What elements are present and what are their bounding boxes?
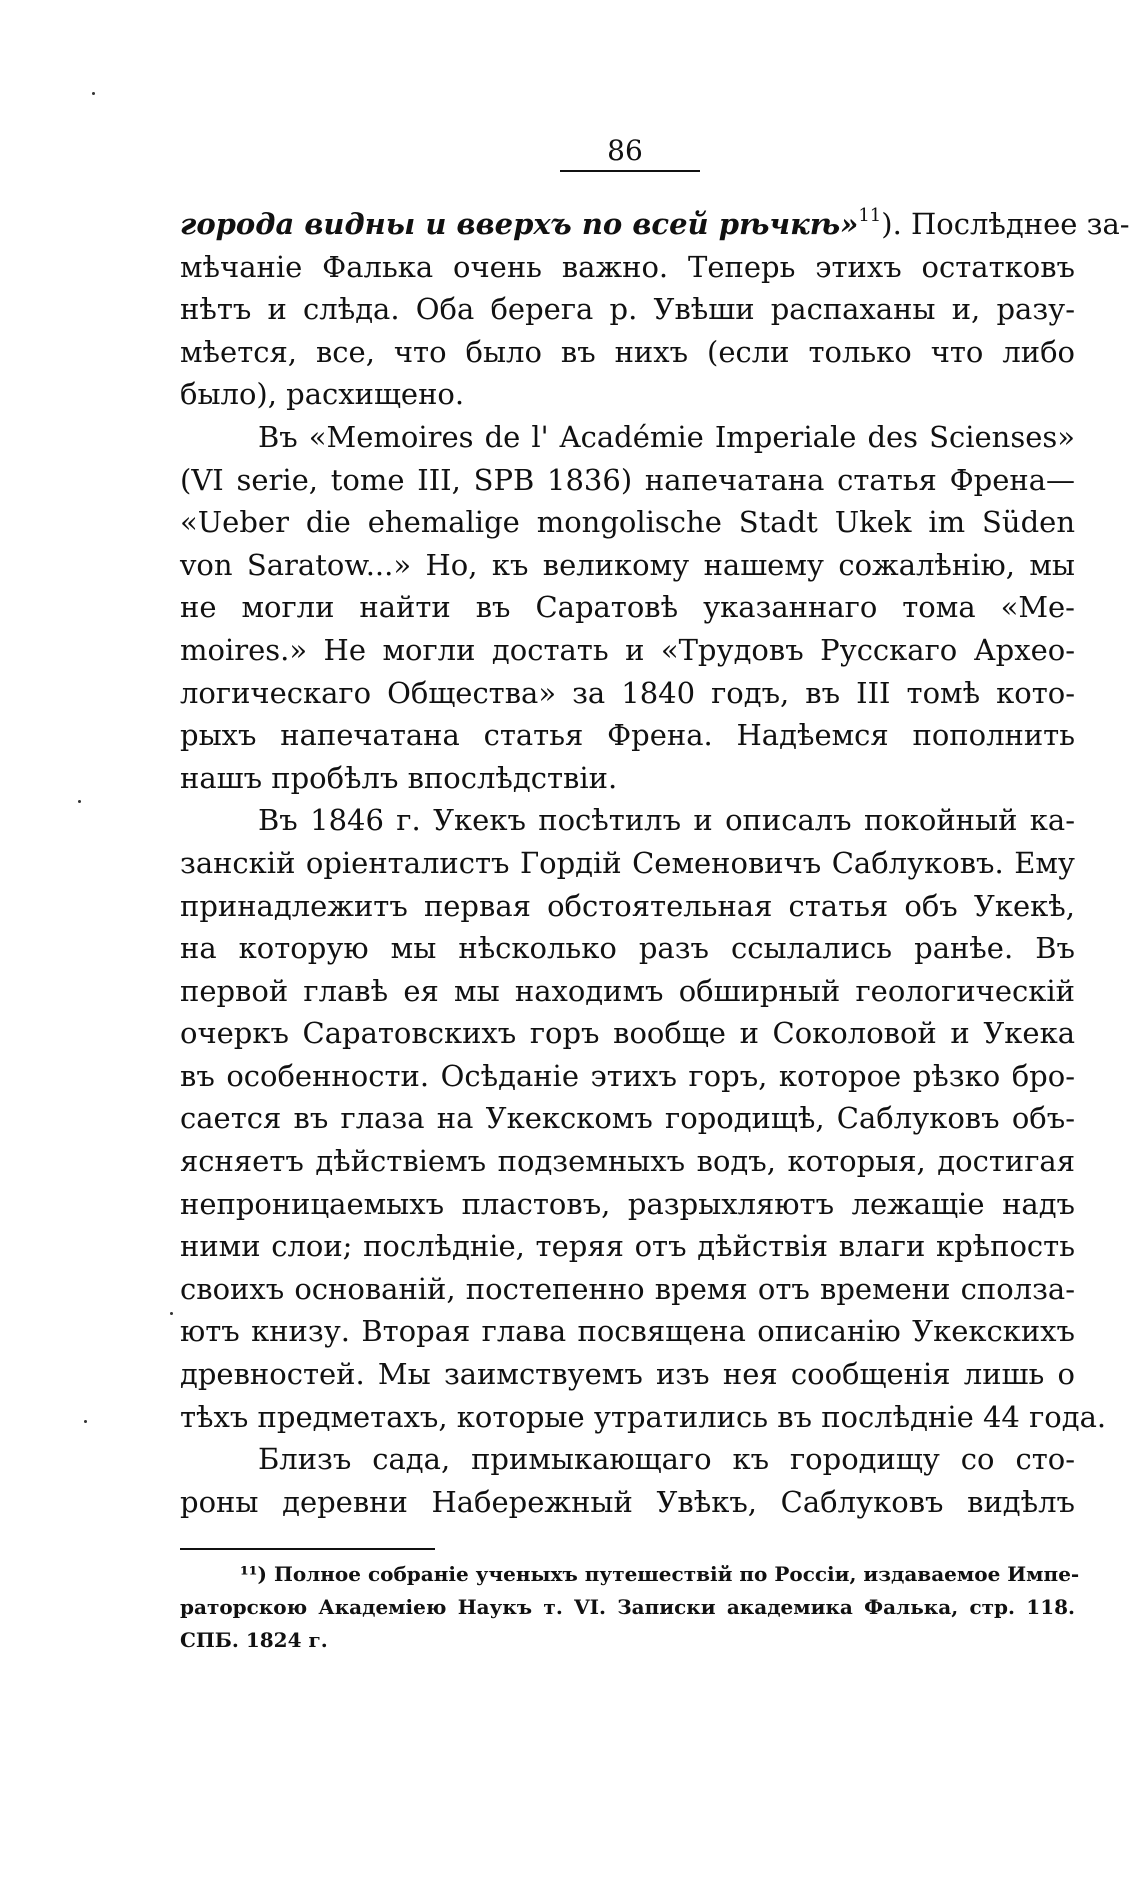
scan-speck bbox=[84, 1420, 87, 1423]
text-line: Въ «Memoires de l' Académie Imperiale des Sciensеs» bbox=[258, 419, 1075, 454]
scan-speck bbox=[92, 92, 95, 95]
footnote-reference: 11 bbox=[858, 205, 882, 226]
text-line: Близъ сада, примыкающаго къ городищу со сто- bbox=[258, 1442, 1075, 1477]
text-line: занскій оріенталистъ Гордій Семеновичъ Саблуковъ. Ему bbox=[180, 845, 1075, 880]
footnote-line: ¹¹) Полное собраніе ученыхъ путешествій по Россіи, издаваемое Импе- bbox=[240, 1562, 1080, 1586]
text-line: сается въ глаза на Укекскомъ городищѣ, Саблуковъ объ- bbox=[180, 1101, 1075, 1136]
text-line: своихъ основаній, постепенно время отъ времени сполза- bbox=[180, 1271, 1075, 1306]
footnote-line: раторскою Академіею Наукъ т. VI. Записки академика Фалька, стр. 118. bbox=[180, 1595, 1075, 1619]
text-line: Въ 1846 г. Укекъ посѣтилъ и описалъ покойный ка- bbox=[258, 803, 1075, 838]
text-line: непроницаемыхъ пластовъ, разрыхляютъ лежащіе надъ bbox=[180, 1186, 1075, 1221]
text-line: нашъ пробѣлъ впослѣдствіи. bbox=[180, 760, 618, 795]
text-line: не могли найти въ Саратовѣ указаннаго тома «Me- bbox=[180, 590, 1075, 625]
text-line: логическаго Общества» за 1840 годъ, въ III томѣ кото- bbox=[180, 675, 1075, 710]
scan-speck bbox=[170, 1312, 173, 1315]
text-line: очеркъ Саратовскихъ горъ вообще и Соколовой и Укека bbox=[180, 1016, 1075, 1051]
text-line: тѣхъ предметахъ, которые утратились въ послѣдніе 44 года. bbox=[180, 1399, 1107, 1434]
text-line: мѣется, все, что было въ нихъ (если только что либо bbox=[180, 334, 1075, 369]
text-line: на которую мы нѣсколько разъ ссылались ранѣе. Въ bbox=[180, 931, 1075, 966]
text-line: von Saratow...» Но, къ великому нашему сожалѣнію, мы bbox=[180, 547, 1075, 582]
scan-speck bbox=[78, 800, 81, 803]
footnote-rule bbox=[180, 1548, 435, 1550]
text-line: рыхъ напечатана статья Френа. Надѣемся пополнить bbox=[180, 718, 1075, 753]
main-text bbox=[180, 203, 1130, 1523]
footnote-line: СПБ. 1824 г. bbox=[180, 1628, 328, 1652]
text-line: нѣтъ и слѣда. Оба берега р. Увѣши распаханы и, разу- bbox=[180, 292, 1075, 327]
text-line: (VI serie, tome III, SPB 1836) напечатана статья Френа— bbox=[180, 462, 1075, 497]
text-line: ютъ книзу. Вторая глава посвящена описанію Укекскихъ bbox=[180, 1314, 1075, 1349]
text-line: древностей. Мы заимствуемъ изъ нея сообщенія лишь о bbox=[180, 1357, 1075, 1392]
text-line: роны деревни Набережный Увѣкъ, Саблуковъ видѣлъ bbox=[180, 1484, 1075, 1519]
text-line: moires.» Не могли достать и «Трудовъ Русскаго Архео- bbox=[180, 632, 1075, 667]
page-number: 86 bbox=[607, 134, 643, 167]
line-text: ). Послѣднее за- bbox=[881, 207, 1130, 241]
text-line: «Ueber die ehemalige mongolische Stadt Ukek im Süden bbox=[180, 505, 1075, 540]
text-line: ними слои; послѣдніе, теряя отъ дѣйствія влаги крѣпость bbox=[180, 1229, 1075, 1264]
footnote bbox=[180, 1558, 1080, 1657]
text-line: ясняетъ дѣйствіемъ подземныхъ водъ, которыя, достигая bbox=[180, 1144, 1075, 1179]
italic-quote: города видны и вверхъ по всей рѣчкѣ» bbox=[180, 207, 859, 241]
text-line: принадлежитъ первая обстоятельная статья объ Укекѣ, bbox=[180, 888, 1075, 923]
text-line: первой главѣ ея мы находимъ обширный геологическій bbox=[180, 973, 1075, 1008]
text-line: въ особенности. Осѣданіе этихъ горъ, которое рѣзко бро- bbox=[180, 1058, 1075, 1093]
text-line: мѣчаніе Фалька очень важно. Теперь этихъ остатковъ bbox=[180, 249, 1075, 284]
text-line bbox=[180, 203, 1130, 246]
text-line: было), расхищено. bbox=[180, 377, 465, 412]
header-rule bbox=[560, 170, 700, 172]
